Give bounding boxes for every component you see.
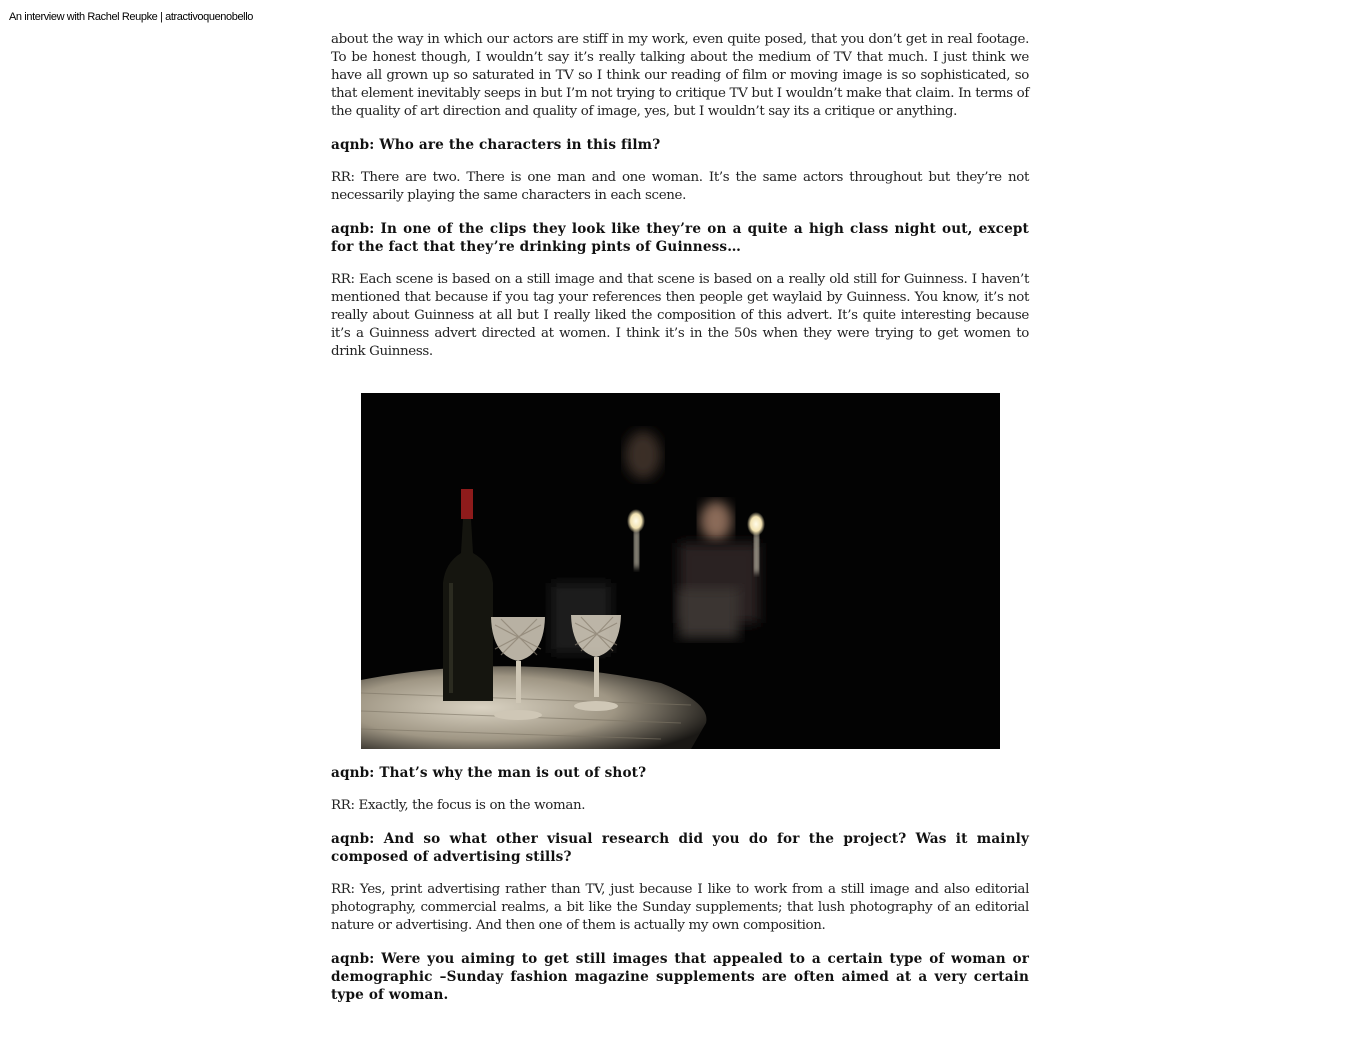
question-visual-research: aqnb: And so what other visual research did you do for the project? Was it mainly composed of advertising stills? bbox=[331, 831, 1029, 865]
article-body bbox=[331, 31, 1029, 361]
film-still-illustration bbox=[361, 393, 1000, 749]
film-still-photo bbox=[361, 393, 1000, 749]
article-body-continued bbox=[331, 764, 1029, 1004]
answer-guinness: RR: Each scene is based on a still image and that scene is based on a really old still for Guinness. I haven’t mentioned that because if you tag your references then people get waylaid by Guinness. You know, it’s not really about Guinness at all but I really liked the composition of this advert. It’s quite interesting because it’s a Guinness advert directed at women. I think it’s in the 50s when they were trying to get women to drink Guinness. bbox=[331, 272, 1029, 359]
page-header-title: An interview with Rachel Reupke | atractivoquenobello bbox=[9, 11, 253, 23]
question-demographic: aqnb: Were you aiming to get still images that appealed to a certain type of woman or demographic –Sunday fashion magazine supplements are often aimed at a very certain type of woman. bbox=[331, 951, 1029, 1003]
intro-paragraph: about the way in which our actors are stiff in my work, even quite posed, that you don’t get in real footage. To be honest though, I wouldn’t say it’s really talking about the medium of TV that much. I just think we have all grown up so saturated in TV so I think our reading of film or moving image is so sophisticated, so that element inevitably seeps in but I’m not trying to critique TV but I wouldn’t make that claim. In terms of the quality of art direction and quality of image, yes, but I wouldn’t say its a critique or anything. bbox=[331, 32, 1029, 119]
answer-focus-woman: RR: Exactly, the focus is on the woman. bbox=[331, 798, 586, 813]
answer-print-advertising: RR: Yes, print advertising rather than TV, just because I like to work from a still image and also editorial photography, commercial realms, a bit like the Sunday supplements; that lush photography of an editorial nature or advertising. And then one of them is actually my own composition. bbox=[331, 882, 1029, 933]
question-night-out: aqnb: In one of the clips they look like they’re on a quite a high class night out, except for the fact that they’re drinking pints of Guinness… bbox=[331, 221, 1029, 255]
question-characters: aqnb: Who are the characters in this film? bbox=[331, 137, 661, 153]
question-out-of-shot: aqnb: That’s why the man is out of shot? bbox=[331, 765, 647, 781]
answer-characters: RR: There are two. There is one man and one woman. It’s the same actors throughout but they’re not necessarily playing the same characters in each scene. bbox=[331, 170, 1029, 203]
